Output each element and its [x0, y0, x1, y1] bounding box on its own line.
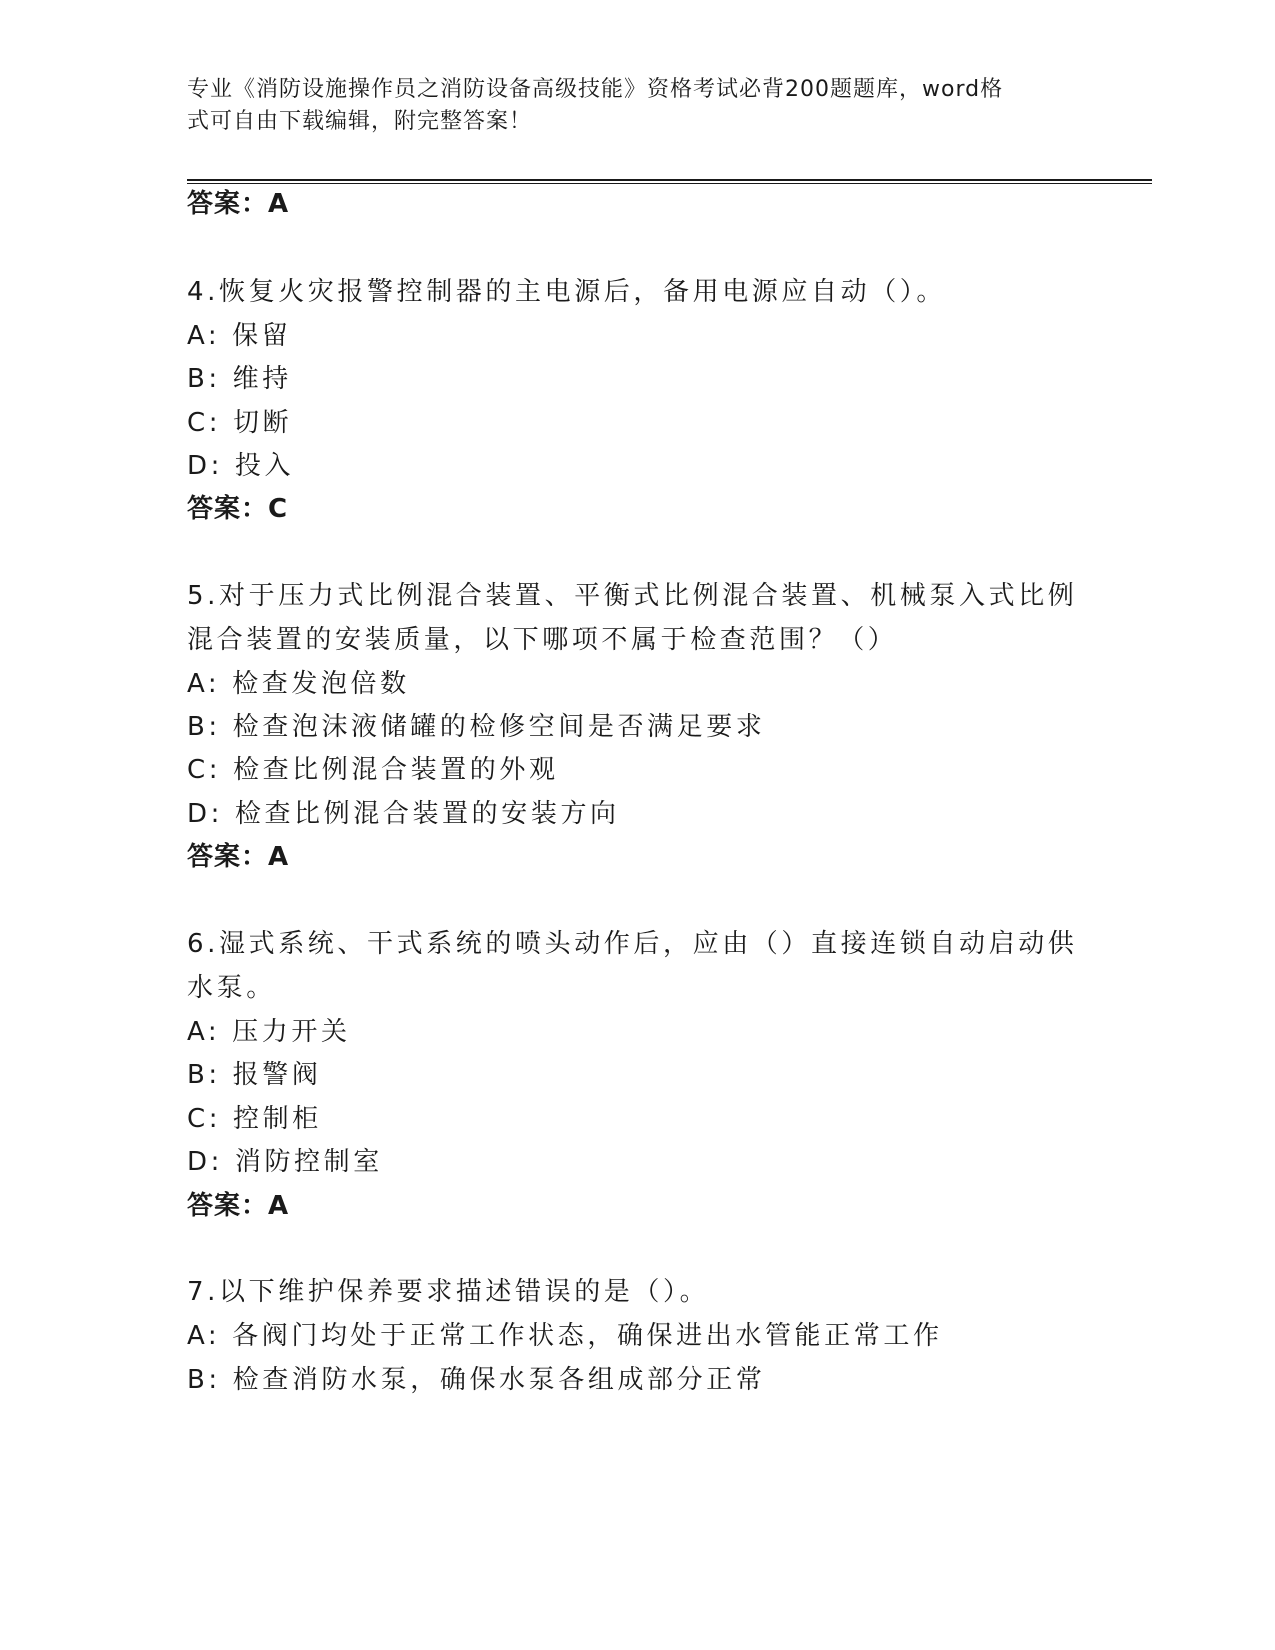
question-4-option-a: A: 保留	[187, 321, 292, 351]
question-5-option-d: D: 检查比例混合装置的安装方向	[187, 799, 620, 829]
question-4-option-b: B: 维持	[187, 364, 292, 394]
question-4-option-d: D: 投入	[187, 451, 295, 481]
question-5-answer: 答案：A	[187, 842, 290, 872]
previous-answer: 答案：A	[187, 189, 290, 219]
header-line-2: 式可自由下载编辑，附完整答案！	[187, 109, 533, 134]
question-7-option-b: B: 检查消防水泵，确保水泵各组成部分正常	[187, 1365, 766, 1395]
question-4-text: 4.恢复火灾报警控制器的主电源后，备用电源应自动（）。	[187, 277, 947, 307]
header-divider-thick	[187, 179, 1152, 181]
question-5-text-line-2: 混合装置的安装质量，以下哪项不属于检查范围？（）	[187, 625, 898, 655]
document-header	[187, 74, 1067, 138]
question-4-option-c: C: 切断	[187, 408, 293, 438]
question-5-option-a: A: 检查发泡倍数	[187, 669, 410, 699]
header-divider-thin	[187, 183, 1152, 184]
question-5-option-b: B: 检查泡沫液储罐的检修空间是否满足要求	[187, 712, 766, 742]
question-6-option-d: D: 消防控制室	[187, 1147, 383, 1177]
question-6-text-line-1: 6.湿式系统、干式系统的喷头动作后，应由（）直接连锁自动启动供	[187, 929, 1078, 959]
question-6-answer: 答案：A	[187, 1191, 290, 1221]
question-6-option-b: B: 报警阀	[187, 1060, 322, 1090]
question-6-text-line-2: 水泵。	[187, 973, 276, 1003]
question-7-text: 7.以下维护保养要求描述错误的是（）。	[187, 1277, 710, 1307]
question-5-option-c: C: 检查比例混合装置的外观	[187, 755, 559, 785]
question-4-answer: 答案：C	[187, 494, 289, 524]
question-5-text-line-1: 5.对于压力式比例混合装置、平衡式比例混合装置、机械泵入式比例	[187, 581, 1078, 611]
question-7-option-a: A: 各阀门均处于正常工作状态，确保进出水管能正常工作	[187, 1321, 943, 1351]
question-6-option-c: C: 控制柜	[187, 1104, 322, 1134]
question-6-option-a: A: 压力开关	[187, 1017, 351, 1047]
header-line-1: 专业《消防设施操作员之消防设备高级技能》资格考试必背200题题库，word格	[187, 77, 1004, 102]
